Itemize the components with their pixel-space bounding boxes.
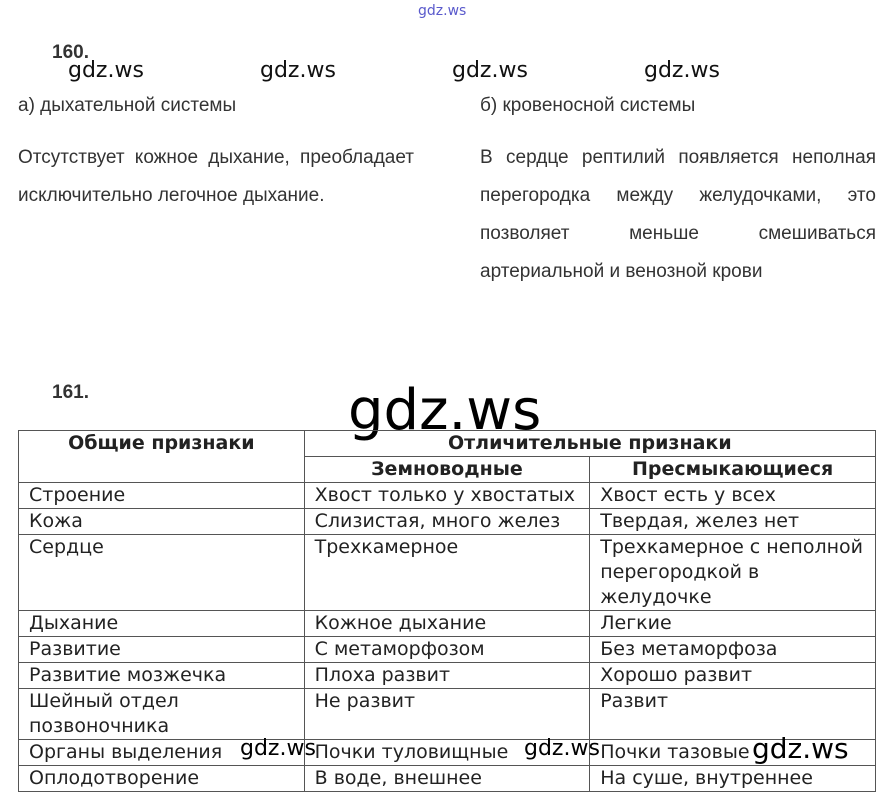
circulatory-heading: б) кровеносной системы: [480, 95, 696, 116]
watermark-row-3: gdz.ws: [452, 58, 528, 83]
feature-cell: Развитие: [19, 637, 305, 663]
reptiles-cell: Хвост есть у всех: [590, 483, 876, 509]
amphibians-cell: Плоха развит: [304, 663, 590, 689]
watermark-table-3: gdz.ws: [752, 732, 849, 765]
reptiles-cell: Хорошо развит: [590, 663, 876, 689]
feature-cell: Дыхание: [19, 611, 305, 637]
table-row: [19, 663, 876, 689]
circulatory-answer: В сердце рептилий появляется неполная перегородка между желудочками, это позволяет меньше смешиваться артериальной и венозной крови: [480, 147, 876, 282]
table-row: [19, 740, 876, 766]
header-reptiles: Пресмыкающиеся: [590, 457, 876, 483]
table-row: [19, 611, 876, 637]
task-160-number: 160.: [52, 42, 89, 63]
feature-cell: Строение: [19, 483, 305, 509]
amphibians-cell: Трехкамерное: [304, 535, 590, 611]
amphibians-cell: Не развит: [304, 689, 590, 740]
reptiles-cell: Развит: [590, 689, 876, 740]
table-row: [19, 535, 876, 611]
table-row: [19, 637, 876, 663]
reptiles-cell: Без метаморфоза: [590, 637, 876, 663]
table-row: [19, 689, 876, 740]
reptiles-cell: Трехкамерное с неполной перегородкой в желудочке: [590, 535, 876, 611]
amphibians-cell: Слизистая, много желез: [304, 509, 590, 535]
watermark-table-1: gdz.ws: [240, 736, 316, 761]
feature-cell: Кожа: [19, 509, 305, 535]
reptiles-cell: Легкие: [590, 611, 876, 637]
header-amphibians: Земноводные: [304, 457, 590, 483]
watermark-table-2: gdz.ws: [524, 736, 600, 761]
amphibians-cell: Кожное дыхание: [304, 611, 590, 637]
comparison-table: [18, 430, 876, 792]
feature-cell: Оплодотворение: [19, 766, 305, 792]
watermark-row-4: gdz.ws: [644, 58, 720, 83]
reptiles-cell: На суше, внутреннее: [590, 766, 876, 792]
amphibians-cell: В воде, внешнее: [304, 766, 590, 792]
respiratory-answer: Отсутствует кожное дыхание, преобладает исключительно легочное дыхание.: [18, 147, 414, 206]
reptiles-cell: Почки тазовые: [590, 740, 876, 766]
table-row: [19, 483, 876, 509]
amphibians-cell: С метаморфозом: [304, 637, 590, 663]
amphibians-cell: Хвост только у хвостатых: [304, 483, 590, 509]
task-161-number: 161.: [52, 382, 89, 403]
feature-cell: Шейный отдел позвоночника: [19, 689, 305, 740]
watermark-row-1: gdz.ws: [68, 58, 144, 83]
header-distinct: Отличительные признаки: [304, 431, 875, 457]
feature-cell: Органы выделения: [19, 740, 305, 766]
watermark-large: gdz.ws: [348, 378, 542, 443]
feature-cell: Развитие мозжечка: [19, 663, 305, 689]
feature-cell: Сердце: [19, 535, 305, 611]
table-row: [19, 766, 876, 792]
table-row: [19, 509, 876, 535]
respiratory-heading: а) дыхательной системы: [18, 95, 237, 116]
reptiles-cell: Твердая, желез нет: [590, 509, 876, 535]
header-general: Общие признаки: [19, 431, 305, 483]
amphibians-cell: Почки туловищные: [304, 740, 590, 766]
watermark-top: gdz.ws: [418, 3, 467, 19]
watermark-row-2: gdz.ws: [260, 58, 336, 83]
